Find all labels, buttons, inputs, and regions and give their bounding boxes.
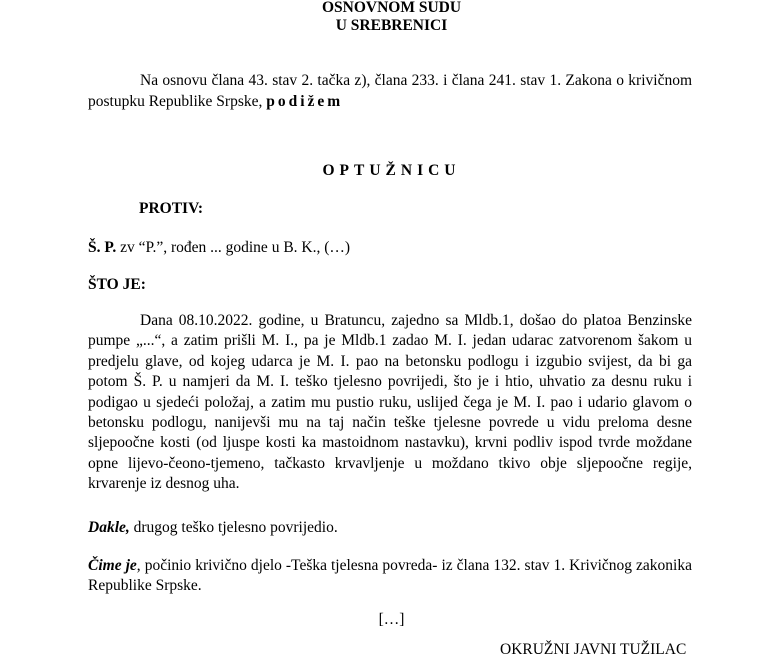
accused-name: Š. P. [88, 239, 117, 256]
offense-paragraph [88, 556, 692, 596]
conclusion-text: drugog teško tjelesno povrijedio. [129, 519, 338, 536]
conclusion-paragraph [88, 519, 338, 537]
court-name-line1: OSNOVNOM SUDU [321, 0, 462, 16]
offense-text: , počinio krivično djelo -Teška tjelesna povreda- iz člana 132. stav 1. Krivičnog zakonika Republike Srpske. [88, 557, 692, 594]
document-title: OPTUŽNICU [322, 162, 461, 179]
court-name-line2: U SREBRENICI [335, 17, 448, 34]
action-word: podižem [266, 93, 344, 110]
against-label: PROTIV: [139, 200, 204, 217]
legal-basis-text: Na osnovu člana 43. stav 2. tačka z), člana 233. i člana 241. stav 1. Zakona o krivičnom postupku Republike Srpske, [88, 72, 692, 110]
signature-title: OKRUŽNI JAVNI TUŽILAC [500, 641, 687, 658]
legal-basis-paragraph [88, 70, 692, 112]
accused-line [88, 239, 350, 257]
facts-paragraph: Dana 08.10.2022. godine, u Bratuncu, zajedno sa Mldb.1, došao do platoa Benzinske pumpe „...“, a zatim prišli M. I., pa je Mldb.1 zadao M. I. jedan udarac zatvorenom šakom u predjelu glave, od kojeg udarca je M. I. pao na betonsku podlogu i izgubio svijest, da bi ga potom Š. P. u namjeri da M. I. teško tjelesno povrijedi, što je i htio, uhvatio za desnu ruku i podigao u sjedeći položaj, a zatim mu pustio ruku, uslijed čega je M. I. pao i udario glavom o betonsku podlogu, nanijevši mu na taj način teške tjelesne povrede u vidu preloma desne sljepoočne kosti (od ljuspe kosti ka mastoidnom nastavku), krvni podliv ispod tvrde moždane opne lijevo-čeono-tjemeno, tačkasto krvavljenje u moždano tkivo obje sljepoočne regije, krvarenje iz desnog uha. [88, 312, 692, 493]
conclusion-lead: Dakle, [88, 519, 130, 536]
offense-lead: Čime je [88, 557, 137, 574]
accused-details: zv “P.”, rođen ... godine u B. K., (…) [116, 239, 351, 256]
omission-marker: […] [378, 611, 405, 628]
facts-label: ŠTO JE: [88, 276, 146, 293]
